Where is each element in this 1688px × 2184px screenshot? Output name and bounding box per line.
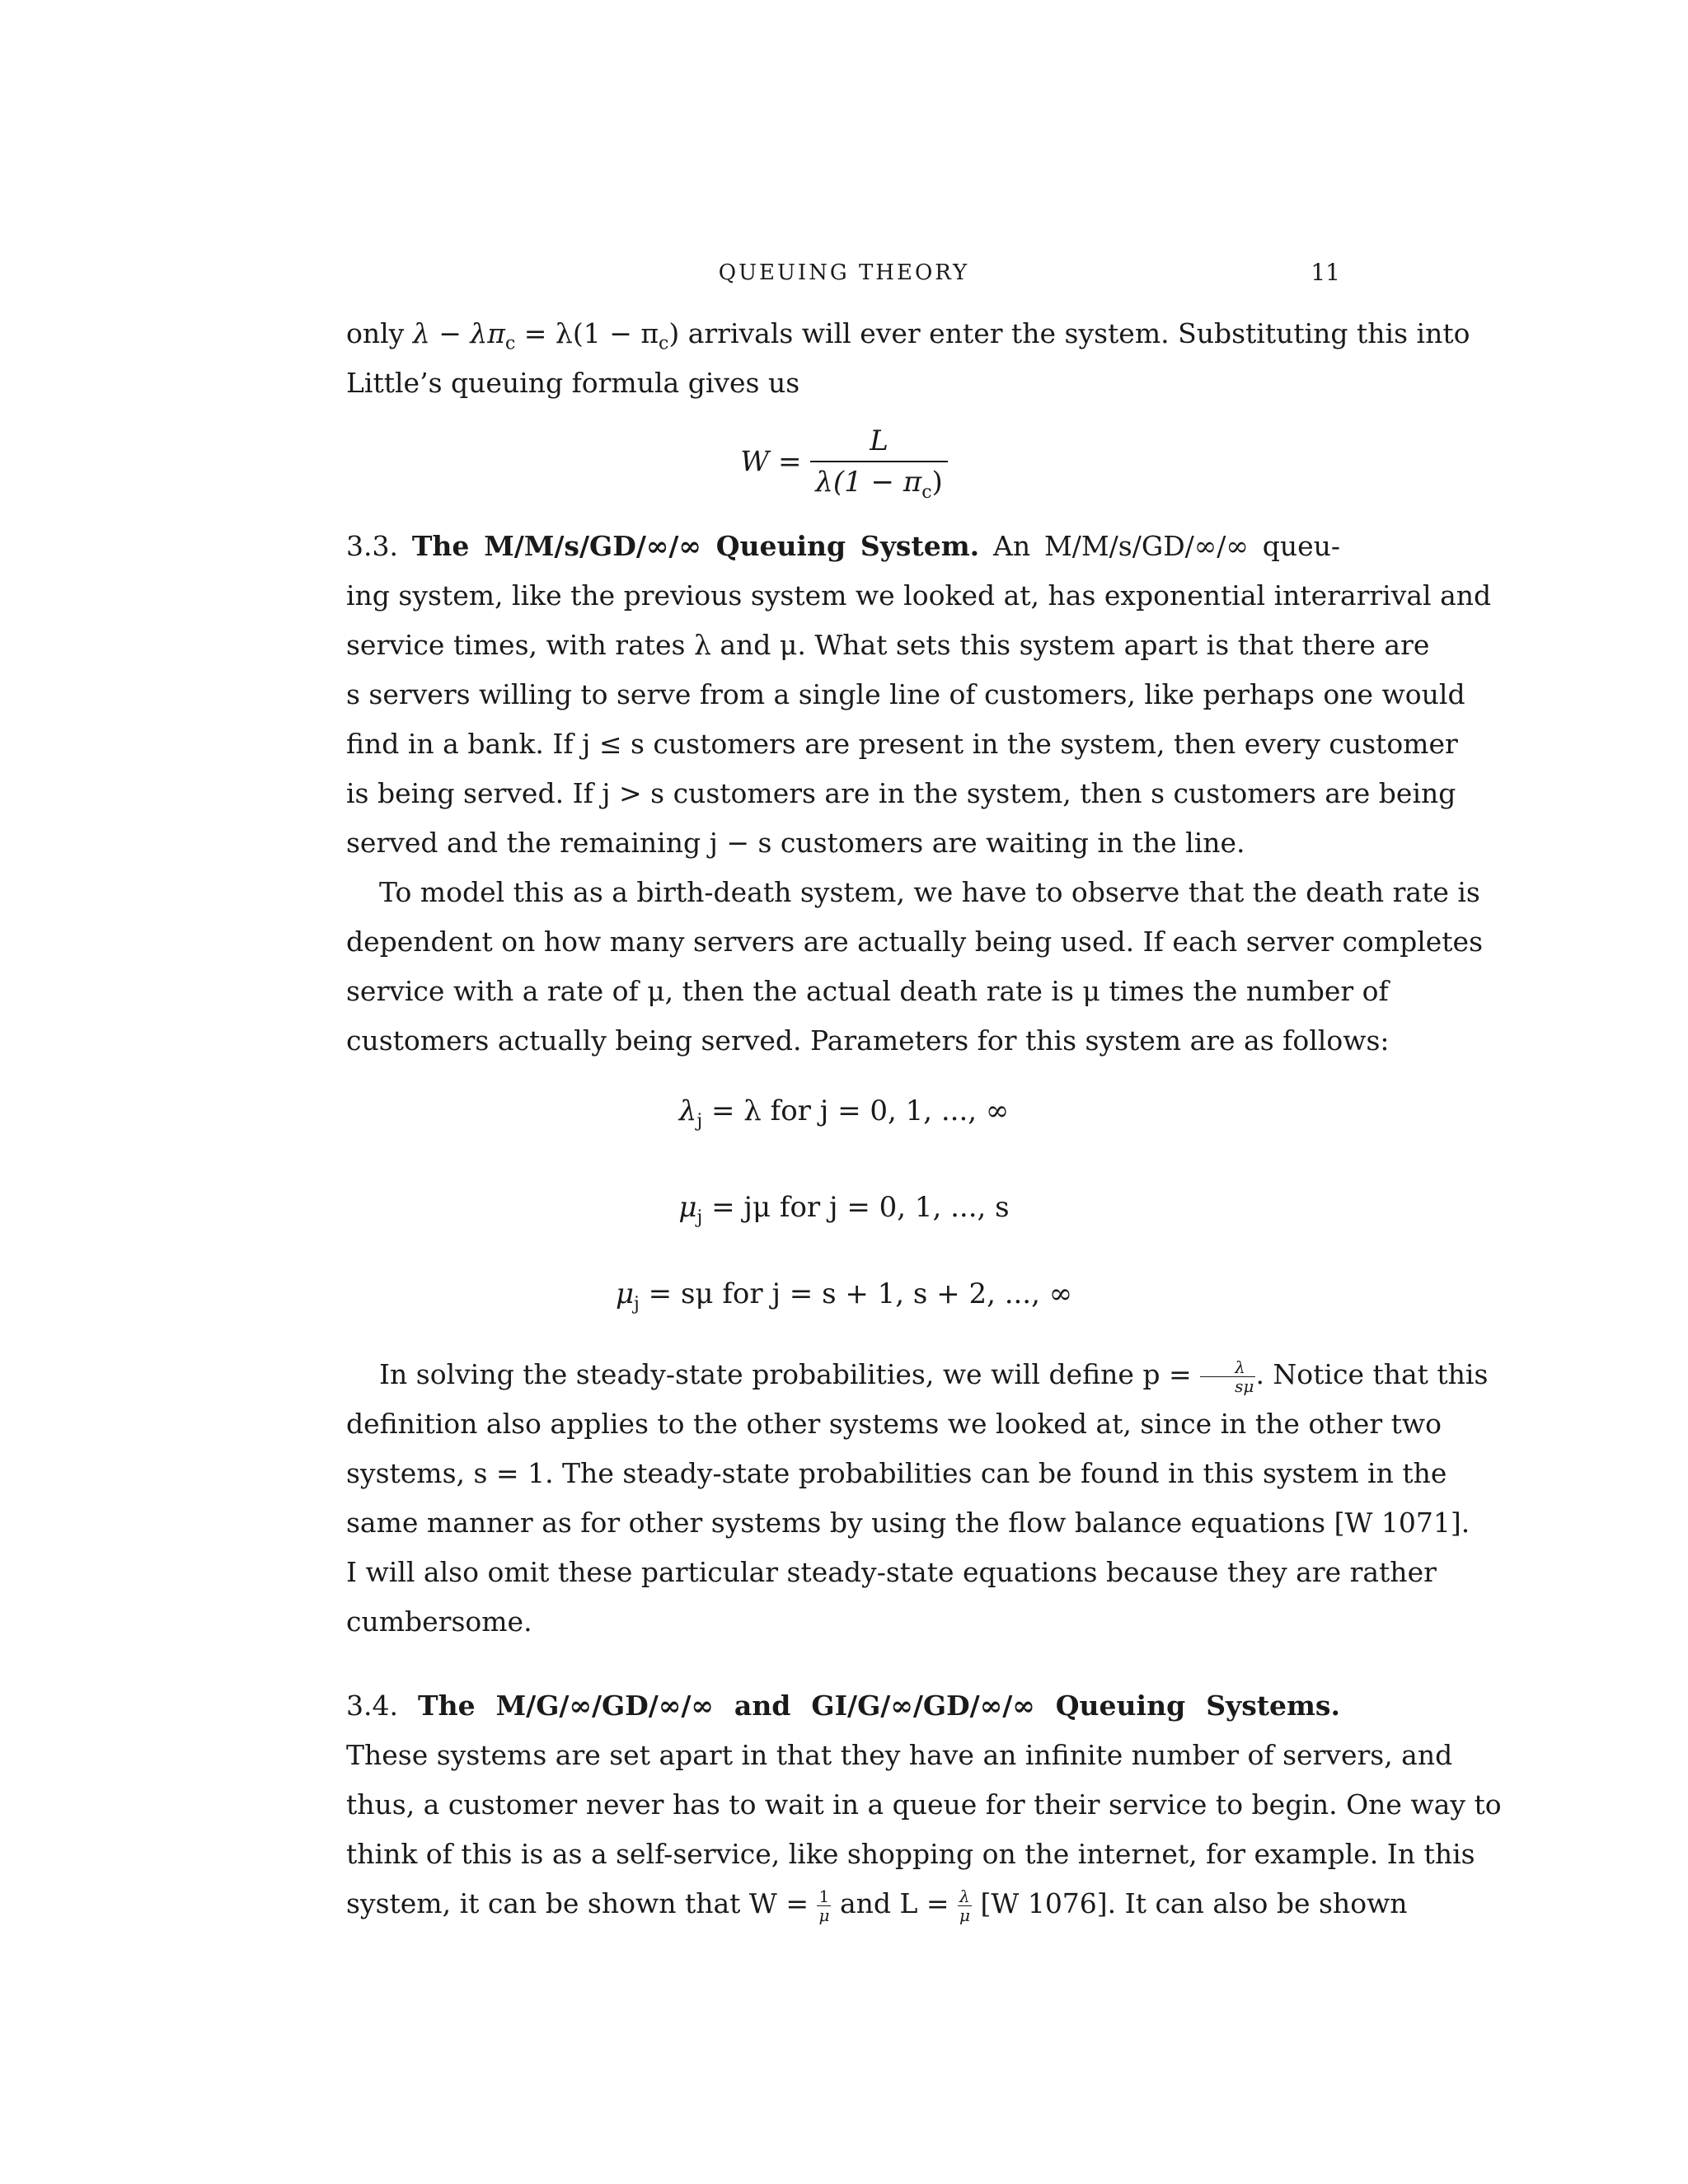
section-title: The M/M/s/GD/∞/∞ Queuing System. xyxy=(411,530,980,562)
text-line: In solving the steady-state probabilities, we will define p = $\frac{\lambda}{s\mu}$ . Notice that this xyxy=(379,1357,1489,1396)
text-line: system, it can be shown that W = $\frac{1}{\mu}$ and L = $\frac{\lambda}{\mu}$ [W 1076]. It can also be shown xyxy=(346,1886,1408,1925)
equation-mu-j-1: $\mu_j = j\mu$ for j = 0, 1, ..., s xyxy=(678,1191,1010,1228)
text-line: s servers willing to serve from a single line of customers, like perhaps one would xyxy=(346,678,1465,710)
equation-mu-j-2: $\mu_j = s\mu$ for j = s + 1, s + 2, ..., ∞ xyxy=(615,1277,1073,1315)
section-number: 3.4. xyxy=(346,1690,398,1722)
text-line: served and the remaining j − s customers are waiting in the line. xyxy=(346,827,1245,859)
fraction: $\frac{L}{\lambda(1 - \pi_c)}$ xyxy=(810,424,948,503)
text-line: systems, s = 1. The steady-state probabilities can be found in this system in the xyxy=(346,1457,1447,1489)
page-number: 11 xyxy=(1311,259,1340,286)
text-line: Little’s queuing formula gives us xyxy=(346,367,800,399)
text-line: only $\lambda - \lambda\pi_c = \lambda(1 - \pi_c)$ arrivals will ever enter the system. Substituting this into xyxy=(346,317,1470,354)
text-line: dependent on how many servers are actually being used. If each server completes xyxy=(346,926,1484,958)
text-line: cumbersome. xyxy=(346,1605,532,1638)
text-line: service with a rate of μ, then the actual death rate is μ times the number of xyxy=(346,975,1389,1007)
section-3-4 xyxy=(346,1681,1502,1929)
text-line: same manner as for other systems by using the flow balance equations [W 1071]. xyxy=(346,1507,1470,1539)
section-title: The M/G/∞/GD/∞/∞ and GI/G/∞/GD/∞/∞ Queuing Systems. xyxy=(418,1690,1340,1722)
equation-lambda-j: $\lambda_j = \lambda$ for j = 0, 1, ..., ∞ xyxy=(678,1094,1010,1132)
section-heading-line xyxy=(346,1681,1340,1731)
text-line: To model this as a birth-death system, we have to observe that the death rate is xyxy=(379,876,1480,908)
fraction: $\frac{1}{\mu}$ xyxy=(818,1886,830,1925)
intro-paragraph xyxy=(346,309,1470,408)
section-number: 3.3. xyxy=(346,530,398,562)
equation-w: W = $\frac{L}{\lambda(1 - \pi_c)}$ xyxy=(0,424,1688,503)
text-line: I will also omit these particular steady-state equations because they are rather xyxy=(346,1556,1437,1588)
fraction: $\frac{\lambda}{\mu}$ xyxy=(959,1886,971,1925)
text-line: find in a bank. If j ≤ s customers are present in the system, then every customer xyxy=(346,728,1458,760)
text-line: thus, a customer never has to wait in a queue for their service to begin. One way to xyxy=(346,1788,1502,1821)
running-title: QUEUING THEORY xyxy=(718,260,970,285)
text-line: is being served. If j > s customers are in the system, then s customers are being xyxy=(346,777,1456,809)
text-line: think of this is as a self-service, like shopping on the internet, for example. In this xyxy=(346,1838,1475,1870)
text-line: customers actually being served. Parameters for this system are as follows: xyxy=(346,1024,1390,1057)
text-line: These systems are set apart in that they have an infinite number of servers, and xyxy=(346,1739,1453,1771)
running-header xyxy=(0,260,1688,293)
section-heading-line: 3.3. The M/M/s/GD/∞/∞ Queuing System. An M/M/s/GD/∞/∞ queu- xyxy=(346,530,1341,562)
section-3-3 xyxy=(346,522,1492,1066)
text-line: service times, with rates λ and μ. What sets this system apart is that there are xyxy=(346,629,1430,661)
text-line: ing system, like the previous system we looked at, has exponential interarrival and xyxy=(346,579,1492,612)
text-line: definition also applies to the other systems we looked at, since in the other two xyxy=(346,1408,1442,1440)
fraction: $\frac{\lambda}{s\mu}$ xyxy=(1200,1358,1255,1395)
steady-state-paragraph xyxy=(346,1350,1489,1647)
